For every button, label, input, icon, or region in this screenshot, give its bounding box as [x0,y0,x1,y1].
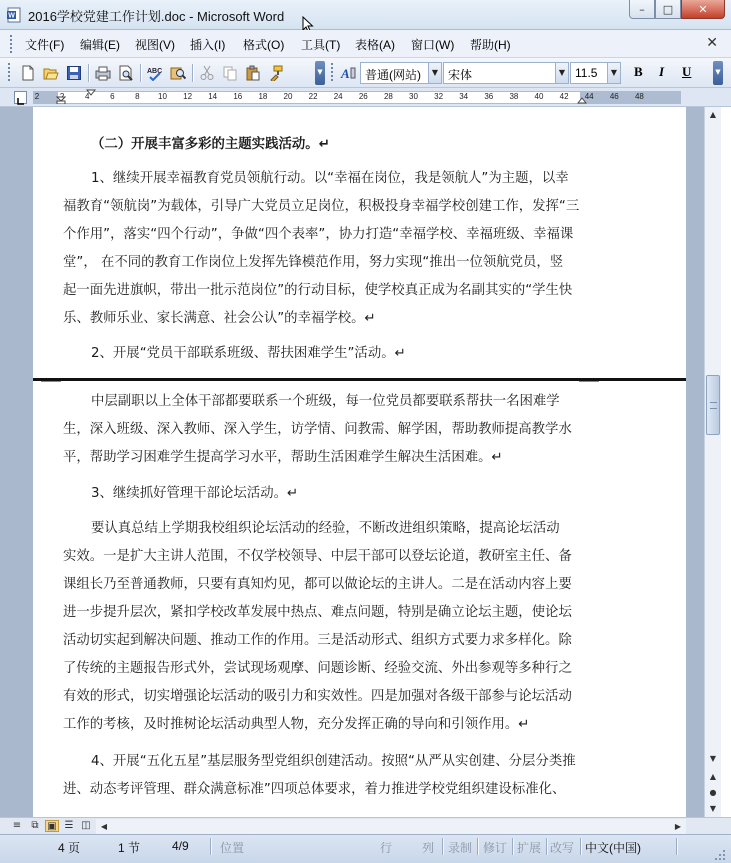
print-preview-icon[interactable] [118,65,134,81]
separator [88,64,89,82]
paragraph-line: 堂”， 在不同的教育工作岗位上发挥先锋模范作用，努力实现“推出一位领航党员，竖 [63,255,564,270]
research-icon[interactable] [170,65,186,81]
reading-view-icon[interactable]: ◫ [81,820,91,831]
paragraph-line: 进、动态考评管理、群众满意标准”四项总体要求，着力推进学校党组织建设标准化、 [63,782,566,797]
bold-button[interactable]: B [634,64,643,79]
menu-help[interactable]: 帮助(H) [470,38,511,52]
indent-marker-icon[interactable] [56,90,66,104]
ruler-number: 22 [308,92,318,101]
ruler-number: 26 [358,92,368,101]
section-heading: （二）开展丰富多彩的主题实践活动。↵ [91,137,330,152]
save-icon[interactable] [66,65,82,81]
minimize-icon: – [639,2,645,16]
previous-page-icon[interactable]: ▲ [709,772,717,781]
status-page: 4 页 [58,841,81,855]
menu-window[interactable]: 窗口(W) [411,38,455,52]
first-line-indent-icon[interactable] [86,89,96,96]
font-combo[interactable]: 宋体 [443,62,557,84]
ruler-number: 38 [509,92,519,101]
crop-mark [41,381,61,387]
open-icon[interactable] [43,65,59,81]
copy-icon[interactable] [222,65,238,81]
paragraph-line: 2、开展“党员干部联系班级、帮扶困难学生”活动。↵ [91,346,406,361]
svg-text:W: W [8,12,15,20]
paragraph-line: 起一面先进旗帜，带出一批示范岗位”的行动目标，使学校真正成为名副其实的“学生快 [63,283,573,298]
extend-selection-toggle[interactable]: 扩展 [517,841,542,855]
vertical-scroll-thumb[interactable] [706,375,720,435]
new-doc-icon[interactable] [20,65,36,81]
tab-selector[interactable] [14,91,27,104]
menu-insert[interactable]: 插入(I) [190,38,226,52]
menu-bar [0,30,731,58]
format-painter-icon[interactable] [268,65,284,81]
separator [477,838,478,855]
paragraph-line: 中层副职以上全体干部都要联系一个班级，每一位党员都要联系帮扶一名困难学 [91,394,560,409]
paragraph-line: 活动切实起到解决问题、推动工作的作用。三是活动形式、组织方式要力求多样化。除 [63,633,572,648]
ruler-number: 42 [559,92,569,101]
ruler-number: 14 [208,92,218,101]
separator [192,64,193,82]
crop-mark [579,381,599,387]
paragraph-line: 个作用”，落实“四个行动”，争做“四个表率”，协力打造“幸福学校、幸福班级、幸福课 [63,227,574,242]
ruler-number: 44 [584,92,594,101]
menu-format[interactable]: 格式(O) [243,38,285,52]
horizontal-scrollbar[interactable] [0,817,731,834]
ruler-number: 10 [158,92,167,101]
status-bar [0,834,731,863]
toolbar-grip[interactable] [8,63,11,81]
scroll-up-icon[interactable]: ▲ [709,110,717,119]
left-tab-icon [15,96,26,107]
status-page-count: 4/9 [172,839,189,853]
vertical-scrollbar[interactable] [704,107,721,817]
font-size-combo[interactable]: 11.5 [570,62,610,84]
outline-view-icon[interactable]: ☰ [64,820,74,831]
svg-text:A: A [341,66,350,81]
separator [676,838,677,855]
menu-edit[interactable]: 编辑(E) [80,38,120,52]
scroll-right-icon[interactable]: ▶ [674,822,682,831]
menu-table[interactable]: 表格(A) [355,38,395,52]
paragraph-line: 要认真总结上学期我校组织论坛活动的经验，不断改进组织策略，提高论坛活动 [91,521,560,536]
close-icon: ✕ [698,2,708,16]
toolbar-options-chevron[interactable]: ▼ [713,61,723,85]
next-page-icon[interactable]: ▼ [709,804,717,813]
ruler-number: 32 [434,92,444,101]
spelling-icon[interactable] [147,65,163,81]
normal-view-icon[interactable]: ≡ [12,820,22,831]
separator [140,64,141,82]
minimize-button[interactable] [629,0,655,19]
status-section: 1 节 [118,841,141,855]
ruler-track[interactable] [33,91,681,104]
ruler-number: 18 [258,92,268,101]
scroll-left-icon[interactable]: ◀ [100,822,108,831]
maximize-button[interactable] [655,0,681,19]
word-doc-icon [6,7,22,23]
separator [512,838,513,855]
macro-record-toggle[interactable]: 录制 [448,841,473,855]
paragraph-line: 1、继续开展幸福教育党员领航行动。以“幸福在岗位，我是领航人”为主题，以幸 [91,171,569,186]
ruler-number: 40 [534,92,544,101]
maximize-icon: □ [662,2,674,16]
paragraph-line: 平，帮助学习困难学生提高学习水平，帮助生活困难学生解决生活困难。↵ [63,450,503,465]
cut-icon[interactable] [199,65,215,81]
grip-icon [710,402,717,409]
ruler-number: 6 [110,92,115,101]
horizontal-scroll-track[interactable] [96,819,686,834]
ruler-number: 2 [34,92,40,101]
paragraph-line: 3、继续抓好管理干部论坛活动。↵ [91,486,299,501]
web-view-icon[interactable]: ⧉ [31,820,39,831]
window-title: 2016学校党建工作计划.doc - Microsoft Word [28,9,285,24]
ruler-number: 34 [459,92,469,101]
style-combo[interactable]: 普通(网站) [360,62,430,84]
close-document-button[interactable]: ✕ [706,35,718,51]
ruler-number: 20 [283,92,293,101]
svg-text:ABC: ABC [147,68,163,75]
menu-grip[interactable] [10,35,13,53]
window-controls [629,0,725,20]
ruler-number: 48 [634,92,644,101]
right-indent-icon[interactable] [577,96,587,104]
browse-object-icon[interactable]: ● [709,788,717,797]
ruler-number: 46 [609,92,619,101]
toolbar [0,58,731,88]
close-window-button[interactable] [681,0,725,19]
toolbar-grip[interactable] [331,63,334,81]
paragraph-line: 工作的考核，及时推树论坛活动典型人物，充分发挥正确的导向和引领作用。↵ [63,717,530,732]
ruler-number: 16 [233,92,243,101]
horizontal-ruler[interactable] [0,88,731,107]
document-page[interactable] [33,107,686,817]
page-gutter [686,107,704,817]
paragraph-line: 课组长乃至普通教师，只要有真知灼见，都可以做论坛的主讲人。二是在活动内容上要 [63,577,572,592]
menu-tools[interactable]: 工具(T) [301,38,341,52]
status-column: 列 [422,841,435,855]
ruler-number: 28 [383,92,393,101]
status-language[interactable]: 中文(中国) [585,841,641,855]
menu-view[interactable]: 视图(V) [135,38,175,52]
ruler-number: 36 [484,92,494,101]
separator [580,838,581,855]
overtype-toggle[interactable]: 改写 [550,841,575,855]
ruler-number: 8 [135,92,140,101]
status-line: 行 [380,841,393,855]
toolbar-options-chevron[interactable]: ▼ [315,61,325,85]
underline-button[interactable]: U [682,64,692,79]
separator [546,838,547,855]
separator [210,838,211,855]
left-margin-pane [0,107,33,817]
track-changes-toggle[interactable]: 修订 [483,841,508,855]
menu-file[interactable]: 文件(F) [25,38,65,52]
paragraph-line: 福教育“领航岗”为载体，引导广大党员立足岗位，积极投身幸福学校创建工作，发挥“三 [63,199,580,214]
resize-grip-icon[interactable] [714,849,726,861]
ruler-number: 24 [333,92,343,101]
ruler-number: 4 [84,92,90,101]
paste-icon[interactable] [245,65,261,81]
paragraph-line: 有效的形式，切实增强论坛活动的吸引力和实效性。四是加强对各级干部参与论坛活动 [63,689,572,704]
ruler-number: 12 [183,92,193,101]
styles-icon[interactable] [340,65,356,81]
separator [442,838,443,855]
font-dropdown-icon[interactable]: ▼ [555,62,569,84]
paragraph-line: 生，深入班级、深入教师、深入学生，访学情、问教需、解学困，帮助教师提高教学水 [63,422,572,437]
font-size-dropdown-icon[interactable]: ▼ [607,62,621,84]
style-dropdown-icon[interactable]: ▼ [428,62,442,84]
paragraph-line: 4、开展“五化五星”基层服务型党组织创建活动。按照“从严从实创建、分层分类推 [91,754,576,769]
paragraph-line: 进一步提升层次，紧扣学校改革发展中热点、难点问题，特别是确立论坛主题，使论坛 [63,605,572,620]
print-layout-view-icon[interactable]: ▣ [45,820,59,832]
scroll-down-icon[interactable]: ▼ [709,754,717,763]
paragraph-line: 实效。一是扩大主讲人范围，不仅学校领导、中层干部可以登坛论道，教研室主任、备 [63,549,572,564]
ruler-number: 30 [409,92,418,101]
italic-button[interactable]: I [659,64,665,79]
print-icon[interactable] [95,65,111,81]
title-bar [0,0,731,30]
paragraph-line: 乐、教师乐业、家长满意、社会公认”的幸福学校。↵ [63,311,376,326]
paragraph-line: 了传统的主题报告形式外，尝试现场观摩、问题诊断、经验交流、外出参观等多种行之 [63,661,572,676]
status-position: 位置 [220,841,245,855]
ruler-right-margin [580,92,680,103]
